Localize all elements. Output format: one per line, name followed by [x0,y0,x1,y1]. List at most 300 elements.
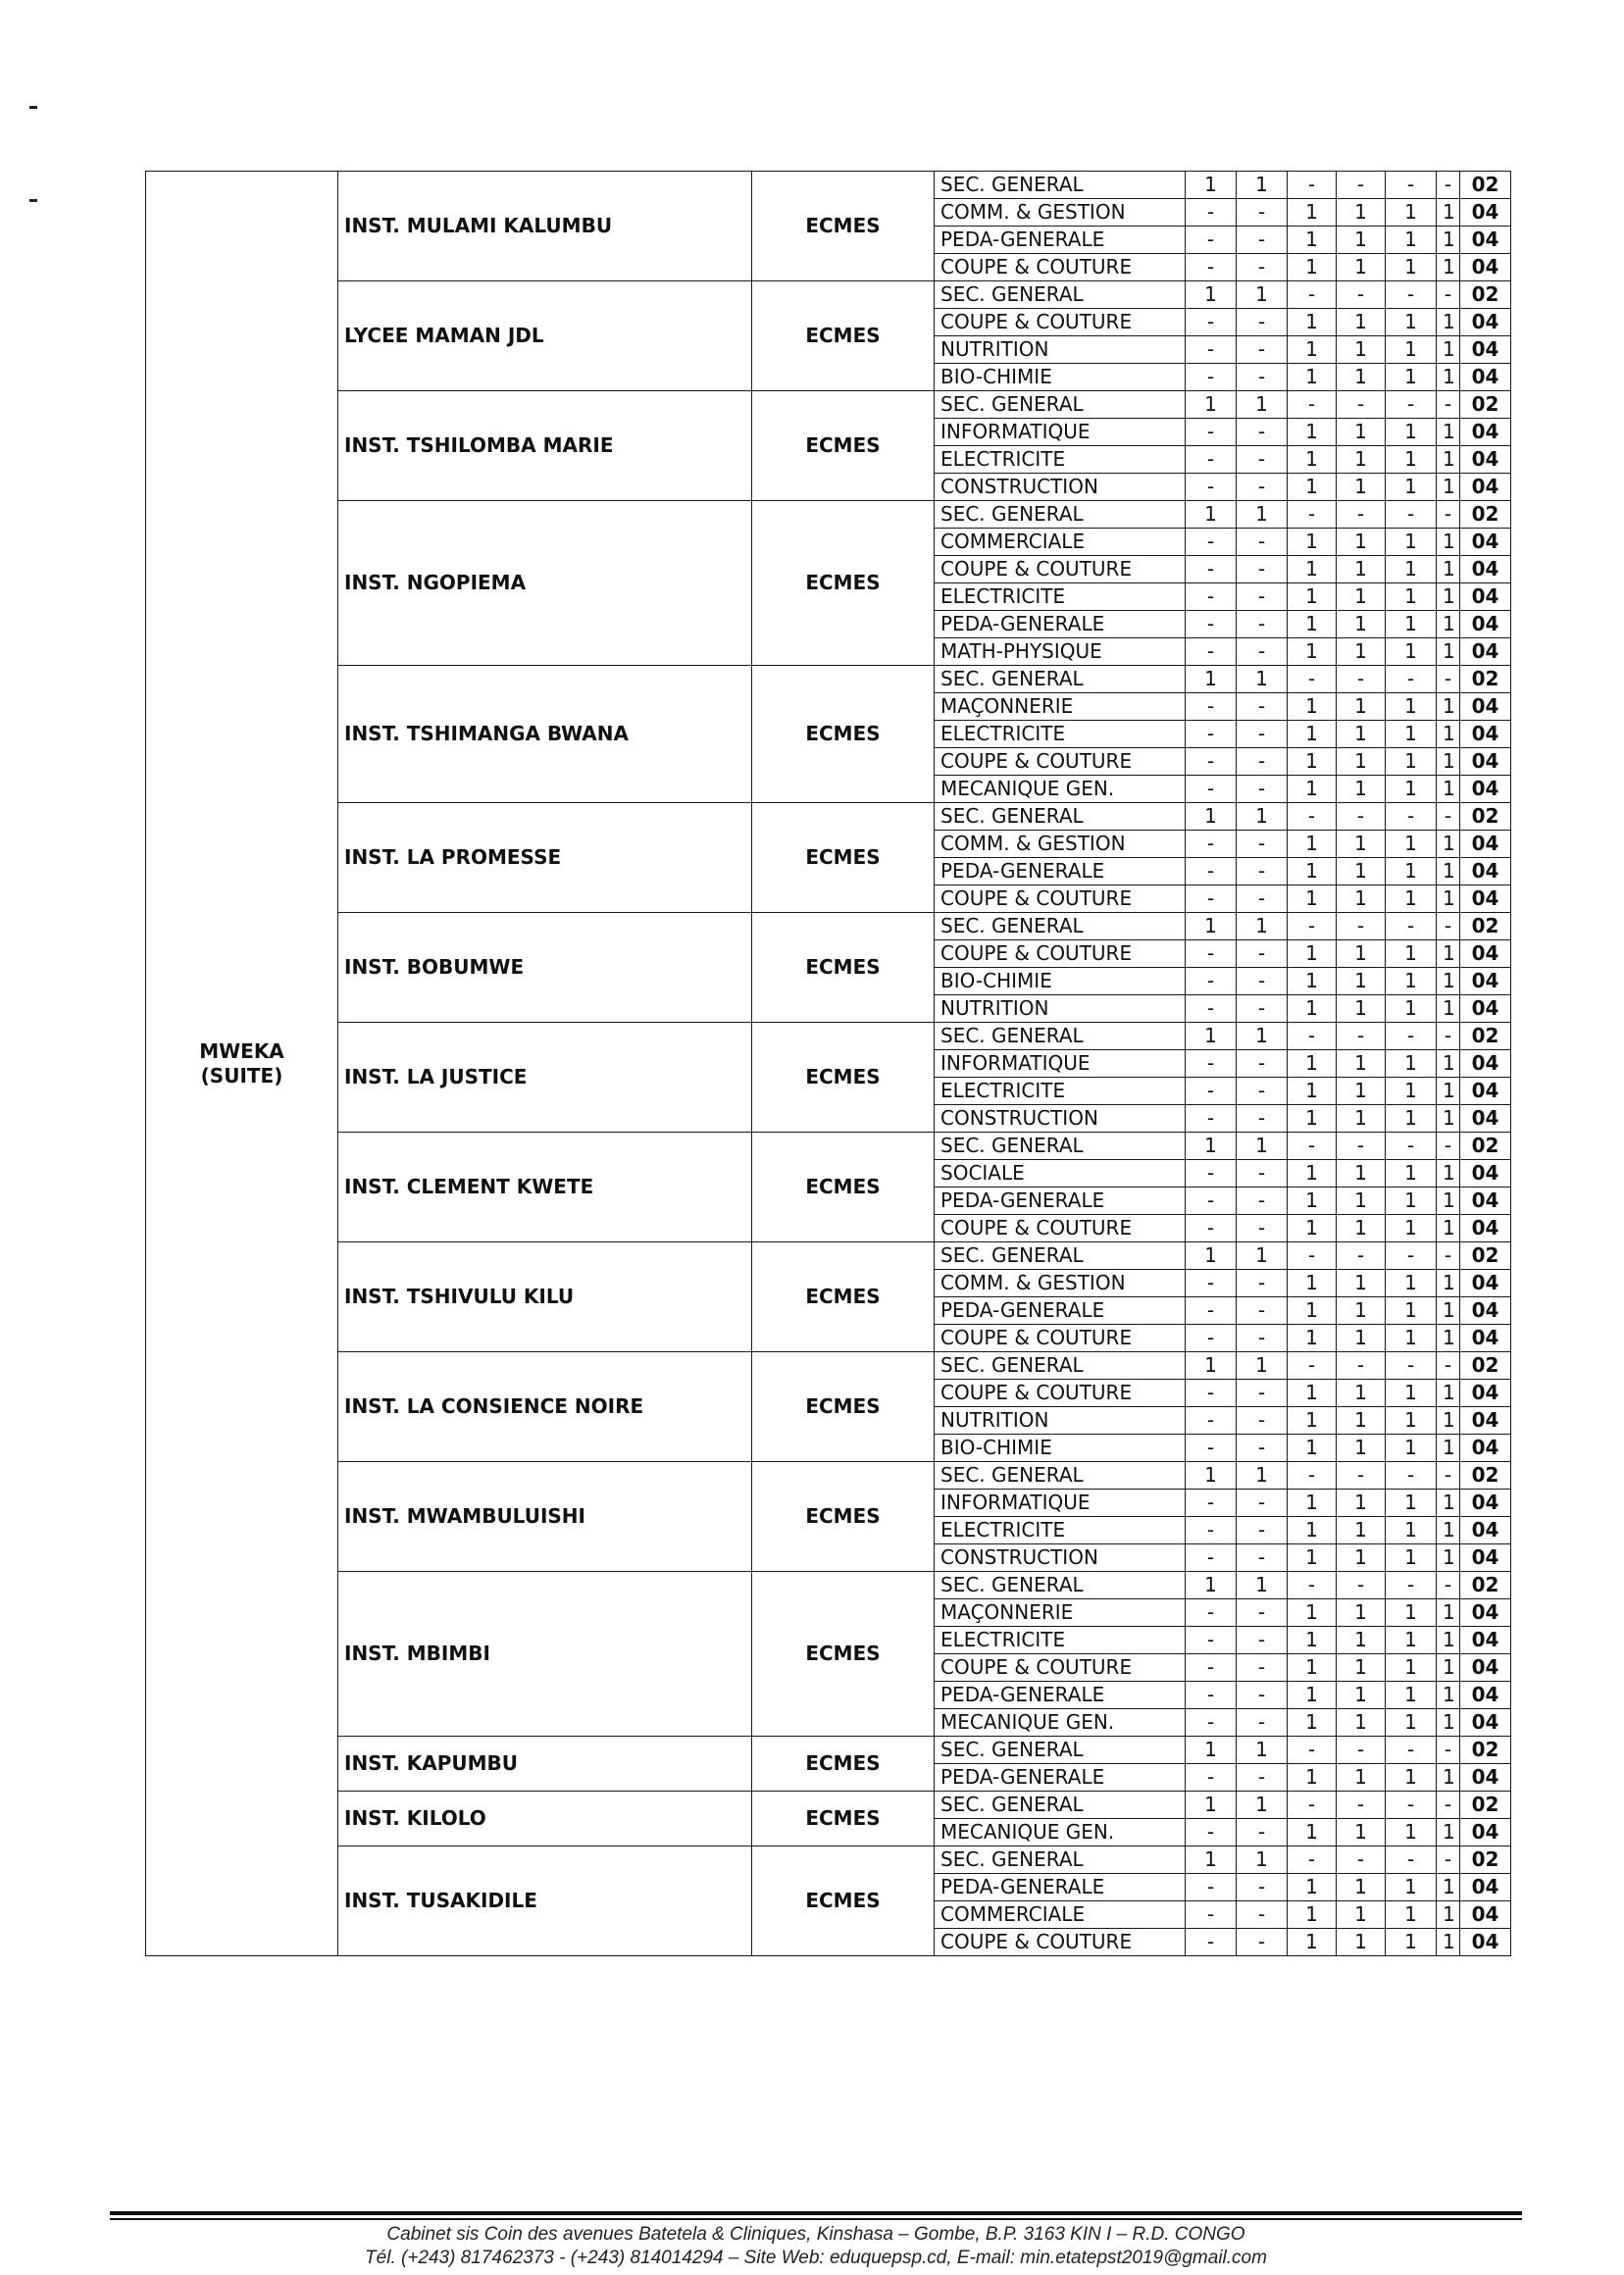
class-count-cell: 1 [1437,583,1460,611]
table-row [146,172,1511,199]
class-count-cell: 1 [1337,336,1386,364]
class-count-cell: 1 [1288,1544,1337,1572]
total-cell: 02 [1460,1023,1511,1050]
option-name: INFORMATIQUE [935,1490,1186,1517]
class-count-cell: 1 [1288,1297,1337,1325]
class-count-cell: - [1237,748,1288,776]
table-row [146,1242,1511,1270]
margin-mark [29,199,37,202]
class-count-cell: - [1437,1792,1460,1819]
class-count-cell: 1 [1288,419,1337,446]
option-name: PEDA-GENERALE [935,1764,1186,1792]
class-count-cell: 1 [1437,199,1460,227]
class-count-cell: - [1186,474,1237,501]
class-count-cell: 1 [1337,1407,1386,1435]
class-count-cell: 1 [1186,1737,1237,1764]
class-count-cell: 1 [1437,940,1460,968]
school-name: INST. TSHIMANGA BWANA [338,666,752,803]
class-count-cell: 1 [1237,1242,1288,1270]
option-name: PEDA-GENERALE [935,858,1186,885]
class-count-cell: 1 [1437,309,1460,336]
total-cell: 04 [1460,1544,1511,1572]
class-count-cell: 1 [1186,172,1237,199]
class-count-cell: 1 [1186,1133,1237,1160]
option-name: COUPE & COUTURE [935,309,1186,336]
school-type: ECMES [752,501,935,666]
class-count-cell: 1 [1437,254,1460,281]
school-type: ECMES [752,913,935,1023]
option-name: SEC. GENERAL [935,1792,1186,1819]
class-count-cell: 1 [1337,1819,1386,1846]
class-count-cell: 1 [1237,1462,1288,1490]
school-type: ECMES [752,1242,935,1352]
option-name: SEC. GENERAL [935,1352,1186,1380]
class-count-cell: 1 [1337,1654,1386,1682]
class-count-cell: 1 [1337,1682,1386,1709]
class-count-cell: - [1186,364,1237,391]
class-count-cell: 1 [1288,831,1337,858]
option-name: MECANIQUE GEN. [935,1709,1186,1737]
class-count-cell: 1 [1288,1764,1337,1792]
class-count-cell: 1 [1337,227,1386,254]
class-count-cell: 1 [1386,1050,1437,1078]
class-count-cell: 1 [1337,995,1386,1023]
total-cell: 04 [1460,1270,1511,1297]
class-count-cell: 1 [1288,1078,1337,1105]
class-count-cell: 1 [1337,1325,1386,1352]
total-cell: 02 [1460,1737,1511,1764]
class-count-cell: 1 [1386,1105,1437,1133]
class-count-cell: - [1237,227,1288,254]
total-cell: 04 [1460,1874,1511,1901]
class-count-cell: - [1237,858,1288,885]
class-count-cell: 1 [1386,309,1437,336]
class-count-cell: 1 [1386,693,1437,721]
class-count-cell: - [1186,721,1237,748]
class-count-cell: 1 [1337,611,1386,638]
class-count-cell: - [1337,501,1386,529]
total-cell: 04 [1460,1105,1511,1133]
class-count-cell: 1 [1337,1517,1386,1544]
table-row [146,803,1511,831]
option-name: SEC. GENERAL [935,1133,1186,1160]
class-count-cell: - [1288,501,1337,529]
class-count-cell: 1 [1288,611,1337,638]
class-count-cell: - [1337,1846,1386,1874]
class-count-cell: - [1186,1215,1237,1242]
class-count-cell: 1 [1386,858,1437,885]
class-count-cell: 1 [1337,858,1386,885]
class-count-cell: 1 [1386,1078,1437,1105]
class-count-cell: - [1237,1407,1288,1435]
option-name: SEC. GENERAL [935,1846,1186,1874]
class-count-cell: - [1288,281,1337,309]
class-count-cell: - [1288,1023,1337,1050]
total-cell: 04 [1460,721,1511,748]
total-cell: 04 [1460,1160,1511,1188]
class-count-cell: 1 [1437,748,1460,776]
class-count-cell: 1 [1437,1490,1460,1517]
option-name: COUPE & COUTURE [935,1325,1186,1352]
class-count-cell: 1 [1186,501,1237,529]
class-count-cell: - [1186,1764,1237,1792]
class-count-cell: 1 [1288,1599,1337,1627]
table-row [146,1572,1511,1599]
class-count-cell: 1 [1386,254,1437,281]
class-count-cell: 1 [1288,1627,1337,1654]
class-count-cell: - [1437,391,1460,419]
class-count-cell: 1 [1288,995,1337,1023]
option-name: COUPE & COUTURE [935,1929,1186,1956]
class-count-cell: 1 [1288,1160,1337,1188]
option-name: PEDA-GENERALE [935,227,1186,254]
schools-table [145,171,1511,1956]
total-cell: 02 [1460,1352,1511,1380]
class-count-cell: - [1386,501,1437,529]
class-count-cell: 1 [1237,1352,1288,1380]
footer-address: Cabinet sis Coin des avenues Batetela & Cliniques, Kinshasa – Gombe, B.P. 3163 KIN I – R.D. CONGO [386,2224,1245,2245]
class-count-cell: 1 [1437,995,1460,1023]
class-count-cell: 1 [1237,1737,1288,1764]
class-count-cell: - [1337,1462,1386,1490]
class-count-cell: 1 [1437,1874,1460,1901]
option-name: COUPE & COUTURE [935,940,1186,968]
class-count-cell: 1 [1386,1517,1437,1544]
school-name: INST. MWAMBULUISHI [338,1462,752,1572]
class-count-cell: 1 [1437,1270,1460,1297]
total-cell: 04 [1460,1517,1511,1544]
option-name: ELECTRICITE [935,1627,1186,1654]
class-count-cell: - [1237,1764,1288,1792]
class-count-cell: - [1237,1709,1288,1737]
class-count-cell: - [1237,1270,1288,1297]
class-count-cell: - [1186,336,1237,364]
class-count-cell: - [1186,1682,1237,1709]
option-name: MAÇONNERIE [935,693,1186,721]
class-count-cell: 1 [1437,446,1460,474]
class-count-cell: 1 [1288,1270,1337,1297]
option-name: PEDA-GENERALE [935,1188,1186,1215]
school-type: ECMES [752,1737,935,1792]
option-name: MECANIQUE GEN. [935,776,1186,803]
class-count-cell: - [1186,1901,1237,1929]
class-count-cell: 1 [1337,1544,1386,1572]
class-count-cell: 1 [1386,1160,1437,1188]
class-count-cell: 1 [1237,1792,1288,1819]
class-count-cell: 1 [1237,281,1288,309]
table-row [146,1023,1511,1050]
class-count-cell: 1 [1386,1215,1437,1242]
class-count-cell: 1 [1337,1901,1386,1929]
school-name: INST. MBIMBI [338,1572,752,1737]
class-count-cell: - [1186,1050,1237,1078]
total-cell: 04 [1460,446,1511,474]
class-count-cell: - [1288,1846,1337,1874]
class-count-cell: 1 [1288,474,1337,501]
class-count-cell: - [1186,1435,1237,1462]
class-count-cell: 1 [1437,1517,1460,1544]
class-count-cell: - [1437,501,1460,529]
class-count-cell: 1 [1237,1023,1288,1050]
class-count-cell: 1 [1437,776,1460,803]
class-count-cell: - [1386,803,1437,831]
class-count-cell: - [1386,1242,1437,1270]
school-type: ECMES [752,1792,935,1846]
class-count-cell: 1 [1288,1380,1337,1407]
total-cell: 04 [1460,583,1511,611]
school-type: ECMES [752,666,935,803]
class-count-cell: - [1186,583,1237,611]
class-count-cell: 1 [1288,227,1337,254]
class-count-cell: 1 [1437,1407,1460,1435]
option-name: INFORMATIQUE [935,419,1186,446]
class-count-cell: - [1237,583,1288,611]
total-cell: 04 [1460,831,1511,858]
option-name: SEC. GENERAL [935,1737,1186,1764]
total-cell: 04 [1460,1709,1511,1737]
class-count-cell: 1 [1288,1435,1337,1462]
class-count-cell: - [1237,1188,1288,1215]
class-count-cell: 1 [1386,529,1437,556]
class-count-cell: - [1237,885,1288,913]
school-name: INST. LA CONSIENCE NOIRE [338,1352,752,1462]
class-count-cell: - [1237,1682,1288,1709]
class-count-cell: 1 [1288,1050,1337,1078]
class-count-cell: - [1337,1792,1386,1819]
option-name: SEC. GENERAL [935,1023,1186,1050]
total-cell: 02 [1460,1846,1511,1874]
class-count-cell: - [1288,1242,1337,1270]
option-name: PEDA-GENERALE [935,611,1186,638]
table-body [146,172,1511,1956]
class-count-cell: 1 [1437,529,1460,556]
class-count-cell: 1 [1186,391,1237,419]
school-name: INST. LA PROMESSE [338,803,752,913]
total-cell: 04 [1460,1215,1511,1242]
class-count-cell: 1 [1437,1380,1460,1407]
class-count-cell: 1 [1386,1270,1437,1297]
option-name: PEDA-GENERALE [935,1874,1186,1901]
class-count-cell: - [1237,556,1288,583]
option-name: SEC. GENERAL [935,803,1186,831]
class-count-cell: 1 [1186,1462,1237,1490]
class-count-cell: - [1237,446,1288,474]
class-count-cell: 1 [1337,776,1386,803]
school-name: INST. CLEMENT KWETE [338,1133,752,1242]
class-count-cell: 1 [1337,831,1386,858]
class-count-cell: 1 [1386,583,1437,611]
class-count-cell: 1 [1288,748,1337,776]
class-count-cell: - [1437,172,1460,199]
class-count-cell: - [1437,1242,1460,1270]
class-count-cell: - [1437,803,1460,831]
class-count-cell: 1 [1186,913,1237,940]
class-count-cell: 1 [1386,995,1437,1023]
region-cell [146,172,338,1956]
class-count-cell: 1 [1288,1901,1337,1929]
school-type: ECMES [752,803,935,913]
table-row [146,1133,1511,1160]
class-count-cell: - [1437,281,1460,309]
option-name: COUPE & COUTURE [935,254,1186,281]
total-cell: 04 [1460,474,1511,501]
class-count-cell: - [1386,666,1437,693]
class-count-cell: - [1237,336,1288,364]
option-name: COUPE & COUTURE [935,748,1186,776]
class-count-cell: 1 [1386,1819,1437,1846]
class-count-cell: - [1237,1517,1288,1544]
option-name: SOCIALE [935,1160,1186,1188]
class-count-cell: - [1186,1819,1237,1846]
total-cell: 04 [1460,1435,1511,1462]
class-count-cell: - [1186,556,1237,583]
class-count-cell: - [1437,1352,1460,1380]
total-cell: 04 [1460,254,1511,281]
class-count-cell: - [1288,391,1337,419]
class-count-cell: - [1186,1297,1237,1325]
class-count-cell: 1 [1337,693,1386,721]
class-count-cell: 1 [1288,1517,1337,1544]
option-name: SEC. GENERAL [935,391,1186,419]
class-count-cell: - [1186,858,1237,885]
total-cell: 04 [1460,199,1511,227]
class-count-cell: 1 [1288,1682,1337,1709]
total-cell: 04 [1460,227,1511,254]
class-count-cell: - [1186,1874,1237,1901]
class-count-cell: 1 [1437,1188,1460,1215]
class-count-cell: 1 [1337,1078,1386,1105]
total-cell: 04 [1460,1407,1511,1435]
class-count-cell: 1 [1437,556,1460,583]
class-count-cell: 1 [1386,227,1437,254]
class-count-cell: 1 [1437,474,1460,501]
class-count-cell: 1 [1237,1133,1288,1160]
school-type: ECMES [752,281,935,391]
table-row [146,501,1511,529]
class-count-cell: - [1237,529,1288,556]
option-name: MAÇONNERIE [935,1599,1186,1627]
total-cell: 02 [1460,913,1511,940]
class-count-cell: - [1237,721,1288,748]
class-count-cell: 1 [1386,831,1437,858]
school-name: INST. KAPUMBU [338,1737,752,1792]
option-name: CONSTRUCTION [935,1544,1186,1572]
class-count-cell: - [1186,940,1237,968]
total-cell: 04 [1460,1627,1511,1654]
class-count-cell: 1 [1437,1215,1460,1242]
class-count-cell: 1 [1386,1874,1437,1901]
total-cell: 04 [1460,885,1511,913]
option-name: PEDA-GENERALE [935,1682,1186,1709]
class-count-cell: - [1237,1819,1288,1846]
class-count-cell: 1 [1437,1599,1460,1627]
option-name: SEC. GENERAL [935,281,1186,309]
class-count-cell: - [1288,803,1337,831]
class-count-cell: 1 [1337,1160,1386,1188]
school-name: INST. LA JUSTICE [338,1023,752,1133]
class-count-cell: - [1386,913,1437,940]
class-count-cell: 1 [1437,1160,1460,1188]
option-name: COUPE & COUTURE [935,1654,1186,1682]
class-count-cell: 1 [1337,1105,1386,1133]
class-count-cell: 1 [1437,1654,1460,1682]
option-name: SEC. GENERAL [935,666,1186,693]
class-count-cell: 1 [1337,529,1386,556]
class-count-cell: - [1237,254,1288,281]
class-count-cell: 1 [1288,1325,1337,1352]
total-cell: 02 [1460,501,1511,529]
class-count-cell: - [1186,1654,1237,1682]
class-count-cell: 1 [1386,1380,1437,1407]
class-count-cell: 1 [1437,1325,1460,1352]
total-cell: 02 [1460,803,1511,831]
class-count-cell: - [1337,803,1386,831]
region-suffix: (SUITE) [200,1063,283,1087]
class-count-cell: - [1186,776,1237,803]
class-count-cell: 1 [1186,1792,1237,1819]
school-type: ECMES [752,1023,935,1133]
total-cell: 04 [1460,1050,1511,1078]
class-count-cell: 1 [1386,419,1437,446]
table-row [146,1352,1511,1380]
class-count-cell: - [1437,1462,1460,1490]
class-count-cell: 1 [1337,1599,1386,1627]
class-count-cell: 1 [1288,529,1337,556]
school-name: INST. TSHILOMBA MARIE [338,391,752,501]
class-count-cell: - [1186,693,1237,721]
class-count-cell: - [1237,1078,1288,1105]
class-count-cell: - [1186,254,1237,281]
class-count-cell: 1 [1386,1709,1437,1737]
table-row [146,1792,1511,1819]
class-count-cell: - [1337,1737,1386,1764]
class-count-cell: 1 [1337,1270,1386,1297]
class-count-cell: 1 [1288,858,1337,885]
class-count-cell: - [1237,1654,1288,1682]
class-count-cell: 1 [1437,419,1460,446]
class-count-cell: 1 [1337,1929,1386,1956]
option-name: NUTRITION [935,995,1186,1023]
class-count-cell: 1 [1337,885,1386,913]
class-count-cell: 1 [1437,364,1460,391]
class-count-cell: 1 [1437,1105,1460,1133]
option-name: NUTRITION [935,336,1186,364]
option-name: COMM. & GESTION [935,831,1186,858]
class-count-cell: - [1237,199,1288,227]
class-count-cell: 1 [1386,1627,1437,1654]
class-count-cell: - [1237,1325,1288,1352]
class-count-cell: 1 [1437,968,1460,995]
class-count-cell: - [1237,693,1288,721]
option-name: COMM. & GESTION [935,1270,1186,1297]
class-count-cell: - [1437,1737,1460,1764]
class-count-cell: - [1186,419,1237,446]
class-count-cell: 1 [1386,1188,1437,1215]
class-count-cell: 1 [1337,748,1386,776]
class-count-cell: 1 [1437,1709,1460,1737]
class-count-cell: 1 [1437,638,1460,666]
option-name: SEC. GENERAL [935,1462,1186,1490]
class-count-cell: 1 [1337,309,1386,336]
table-row [146,666,1511,693]
class-count-cell: - [1237,995,1288,1023]
class-count-cell: - [1186,1407,1237,1435]
class-count-cell: - [1386,1792,1437,1819]
footer-rule [110,2211,1522,2215]
class-count-cell: 1 [1237,913,1288,940]
class-count-cell: - [1437,1572,1460,1599]
class-count-cell: - [1186,968,1237,995]
